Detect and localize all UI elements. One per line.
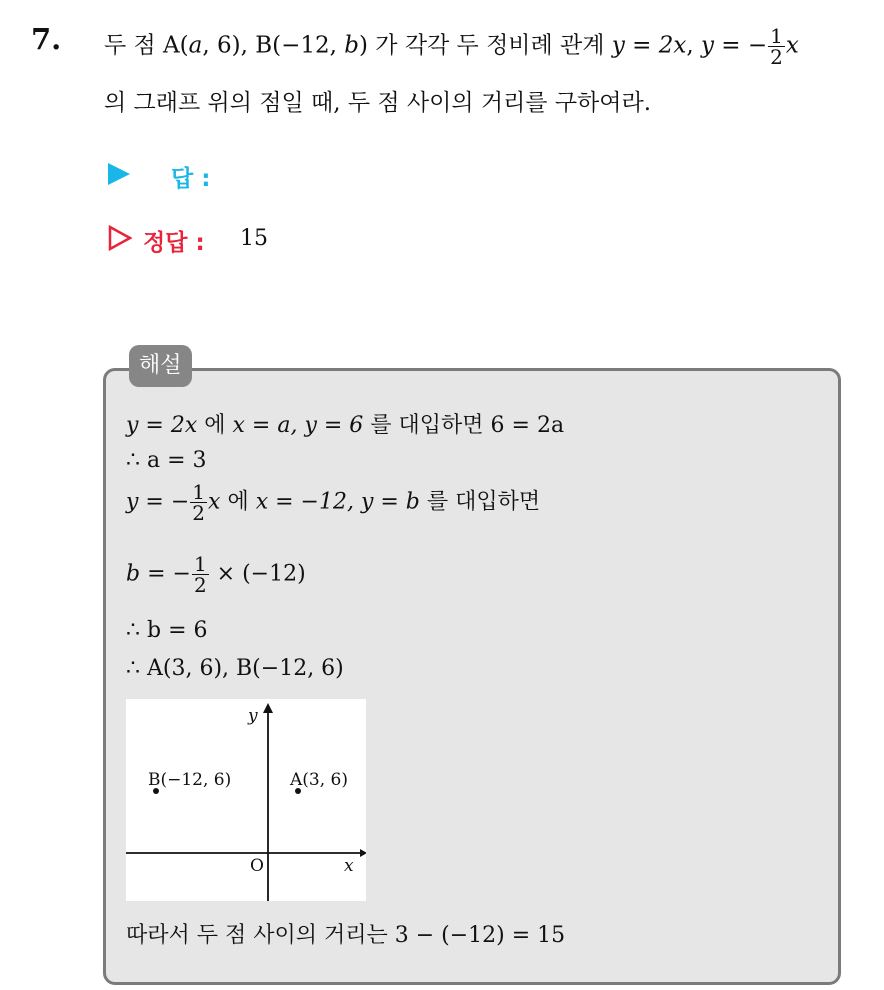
question-text-line1: 두 점 A(a, 6), B(−12, b) 가 각각 두 정비례 관계 y = 2x, y = − $\frac{1}{2}$ x bbox=[104, 24, 799, 69]
point-a-label: A(3, 6) bbox=[290, 770, 348, 790]
solution-line-4: b = − $\frac{1}{2}$ × (−12) bbox=[126, 552, 306, 597]
solution-line-5: ∴ b = 6 bbox=[126, 618, 208, 643]
origin-label: O bbox=[250, 856, 264, 876]
question-text-line2: 의 그래프 위의 점일 때, 두 점 사이의 거리를 구하여라. bbox=[104, 90, 651, 116]
answer-label: 답 : bbox=[171, 166, 211, 192]
outline-arrow-icon bbox=[108, 225, 132, 251]
x-axis-label: x bbox=[344, 856, 354, 876]
graph-svg bbox=[126, 699, 366, 901]
coordinate-graph bbox=[126, 699, 366, 901]
fraction-one-half: $\frac{1}{2}$ bbox=[770, 24, 783, 69]
question-number: 7. bbox=[31, 22, 62, 56]
correct-answer-value: 15 bbox=[240, 226, 268, 251]
y-axis-arrow bbox=[263, 703, 273, 713]
x-axis-arrow bbox=[360, 849, 366, 857]
play-arrow-icon bbox=[108, 163, 130, 185]
equation-y-2x: y = 2x bbox=[611, 32, 687, 59]
solution-line-3: y = − $\frac{1}{2}$ x 에 x = −12, y = b 를 대입하면 bbox=[126, 480, 541, 525]
solution-tag: 해설 bbox=[129, 345, 192, 387]
solution-final-line: 따라서 두 점 사이의 거리는 3 − (−12) = 15 bbox=[126, 923, 566, 948]
solution-line-2: ∴ a = 3 bbox=[126, 448, 207, 473]
y-axis-label: y bbox=[248, 706, 258, 726]
correct-answer-label: 정답 : bbox=[143, 230, 205, 256]
point-b-label: B(−12, 6) bbox=[148, 770, 232, 790]
solution-line-6: ∴ A(3, 6), B(−12, 6) bbox=[126, 656, 344, 681]
solution-line-1: y = 2x 에 x = a, y = 6 를 대입하면 6 = 2a bbox=[126, 413, 565, 438]
